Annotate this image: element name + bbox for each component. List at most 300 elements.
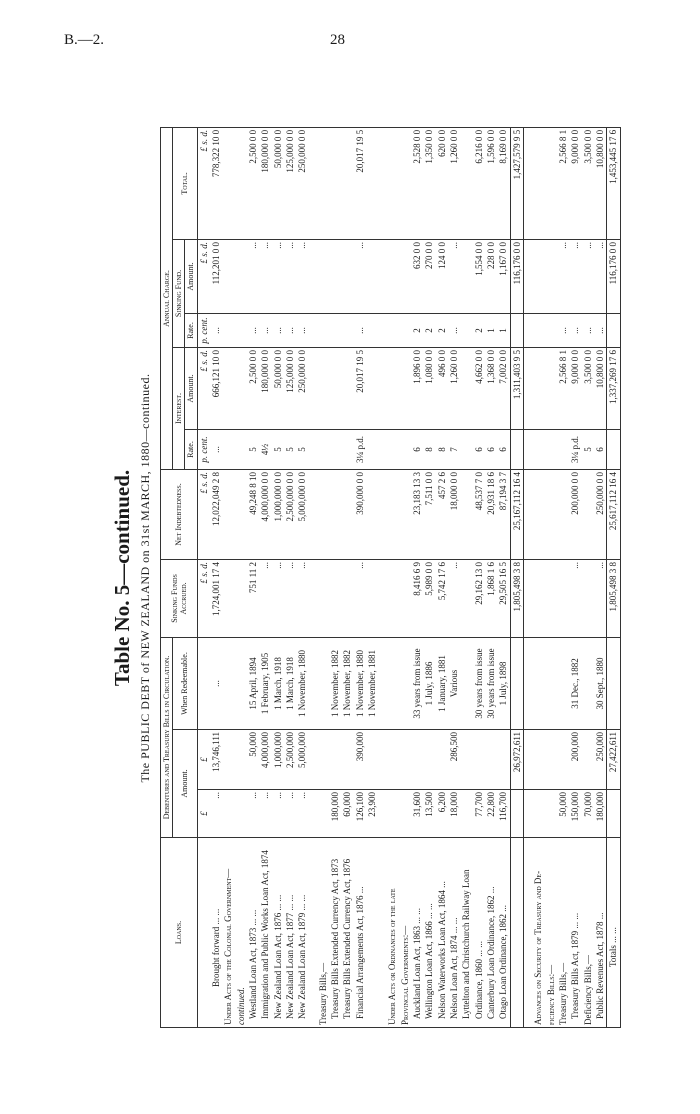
- cell-net: 1,000,000 0 0: [272, 469, 284, 559]
- cell-amt-b: [497, 730, 510, 790]
- header-interest-amount: Amount.: [185, 347, 197, 429]
- cell-sink: ...: [448, 559, 460, 637]
- cell-rate: 3¼ p.d.: [354, 429, 366, 469]
- header-sinking-accrued: Sinking Funds Accrued.: [161, 559, 198, 637]
- cell-sfamt: 270 0 0: [423, 239, 435, 313]
- header-when-redeemable: When Redeemable.: [173, 637, 197, 729]
- cell-when: [607, 637, 620, 729]
- table-row: [423, 127, 435, 1027]
- cell-total: 10,800 0 0: [594, 127, 607, 239]
- cell-loan: Public Revenues Act, 1878 ...: [594, 838, 607, 1028]
- cell-amt-a: 60,000: [341, 790, 353, 838]
- cell-total: 1,596 0 0: [485, 127, 497, 239]
- table-row: [532, 127, 544, 1027]
- cell-rate: [235, 429, 247, 469]
- cell-total: [222, 127, 234, 239]
- cell-sfrate: 2: [436, 313, 448, 347]
- cell-rate: 5: [582, 429, 594, 469]
- cell-loan: Treasury Bills,—: [557, 838, 569, 1028]
- cell-rate: [607, 429, 620, 469]
- table-row: [460, 127, 472, 1027]
- cell-amt-a: 23,900: [366, 790, 378, 838]
- cell-sfrate: ...: [259, 313, 271, 347]
- cell-sink: [545, 559, 557, 637]
- cell-sink: 1,805,498 3 8: [607, 559, 620, 637]
- cell-sfamt: 124 0 0: [436, 239, 448, 313]
- cell-sfrate: 2: [411, 313, 423, 347]
- cell-int: 10,800 0 0: [594, 347, 607, 429]
- cell-when: [235, 637, 247, 729]
- cell-rate: [532, 429, 544, 469]
- cell-rate: 8: [423, 429, 435, 469]
- cell-loan: New Zealand Loan Act, 1876 ... ...: [272, 838, 284, 1028]
- cell-net: [532, 469, 544, 559]
- cell-total: [460, 127, 472, 239]
- table-row: [296, 127, 308, 1027]
- header-total: Total.: [173, 127, 197, 239]
- cell-sfrate: ...: [272, 313, 284, 347]
- cell-rate: 6: [497, 429, 510, 469]
- cell-sink: 1,724,001 17 4: [210, 559, 222, 637]
- cell-sfamt: [460, 239, 472, 313]
- cell-amt-b: 200,000: [569, 730, 581, 790]
- cell-sfrate: [366, 313, 378, 347]
- cell-amt-a: 116,700: [497, 790, 510, 838]
- cell-int: [329, 347, 341, 429]
- cell-loan: Nelson Waterworks Loan Act, 1864 ...: [436, 838, 448, 1028]
- cell-sfrate: 2: [423, 313, 435, 347]
- cell-amt-b: 26,972,611: [510, 730, 523, 790]
- page-code: B.—2.: [64, 32, 105, 48]
- cell-when: 1 March, 1918: [284, 637, 296, 729]
- cell-sfamt: [222, 239, 234, 313]
- header-sinking-fund: Sinking Fund.: [173, 239, 185, 347]
- cell-total: 50,000 0 0: [272, 127, 284, 239]
- cell-total: 1,350 0 0: [423, 127, 435, 239]
- cell-total: 1,427,579 9 5: [510, 127, 523, 239]
- cell-loan: Under Acts or Ordinances of the late: [386, 838, 398, 1028]
- cell-sink: [582, 559, 594, 637]
- cell-amt-a: 31,600: [411, 790, 423, 838]
- cell-sfamt: 116,176 0 0: [510, 239, 523, 313]
- cell-total: 3,500 0 0: [582, 127, 594, 239]
- cell-net: 12,022,049 2 8: [210, 469, 222, 559]
- table-row: [607, 127, 620, 1027]
- cell-total: 180,000 0 0: [259, 127, 271, 239]
- cell-total: [235, 127, 247, 239]
- cell-amt-a: [386, 790, 398, 838]
- cell-total: 250,000 0 0: [296, 127, 308, 239]
- cell-sfrate: ...: [296, 313, 308, 347]
- unit-cell: p. cent.: [197, 313, 210, 347]
- cell-amt-a: [222, 790, 234, 838]
- cell-sink: 29,162 13 0: [473, 559, 485, 637]
- table-row: [436, 127, 448, 1027]
- cell-int: [399, 347, 411, 429]
- cell-net: 2,500,000 0 0: [284, 469, 296, 559]
- table-body: [197, 127, 620, 1027]
- cell-net: 4,000,000 0 0: [259, 469, 271, 559]
- cell-sfrate: [510, 313, 523, 347]
- cell-amt-b: [532, 730, 544, 790]
- cell-sink: ...: [284, 559, 296, 637]
- cell-sfamt: ...: [582, 239, 594, 313]
- cell-net: 7,511 0 0: [423, 469, 435, 559]
- cell-when: ...: [210, 637, 222, 729]
- cell-when: 1 November, 1882: [329, 637, 341, 729]
- cell-rate: [386, 429, 398, 469]
- table-row: [341, 127, 353, 1027]
- cell-net: [329, 469, 341, 559]
- cell-net: 20,931 18 6: [485, 469, 497, 559]
- cell-net: 390,000 0 0: [354, 469, 366, 559]
- unit-cell: £ s. d.: [197, 469, 210, 559]
- cell-int: 1,080 0 0: [423, 347, 435, 429]
- cell-amt-b: [317, 730, 329, 790]
- table-row: [594, 127, 607, 1027]
- cell-sfamt: 1,554 0 0: [473, 239, 485, 313]
- table-row: [284, 127, 296, 1027]
- cell-rate: 6: [485, 429, 497, 469]
- cell-sfamt: [386, 239, 398, 313]
- cell-when: 33 years from issue: [411, 637, 423, 729]
- cell-sfrate: [222, 313, 234, 347]
- unit-cell: £ s. d.: [197, 347, 210, 429]
- cell-amt-a: [460, 790, 472, 838]
- cell-rate: 4½: [259, 429, 271, 469]
- cell-net: 457 2 6: [436, 469, 448, 559]
- unit-cell: £: [197, 730, 210, 790]
- table-subcaption: The PUBLIC DEBT of NEW ZEALAND on 31st MARCH, 1880—continued.: [138, 373, 152, 783]
- cell-sink: 751 11 2: [247, 559, 259, 637]
- cell-loan: Financial Arrangements Act, 1876 ...: [354, 838, 366, 1028]
- cell-amt-b: [485, 730, 497, 790]
- cell-amt-a: 126,100: [354, 790, 366, 838]
- cell-sfamt: ...: [594, 239, 607, 313]
- cell-loan: Treasury Bills Act, 1879 ... ...: [569, 838, 581, 1028]
- cell-rate: [366, 429, 378, 469]
- cell-total: 1,453,445 17 6: [607, 127, 620, 239]
- table-row: [222, 127, 234, 1027]
- header-annual-charge: Annual Charge.: [161, 127, 173, 469]
- page-number: 28: [330, 32, 345, 48]
- cell-sfamt: [341, 239, 353, 313]
- cell-sfamt: [329, 239, 341, 313]
- cell-int: [532, 347, 544, 429]
- cell-rate: 5: [247, 429, 259, 469]
- cell-rate: 5: [272, 429, 284, 469]
- cell-net: [317, 469, 329, 559]
- spacer-row: [378, 127, 386, 1027]
- cell-sfrate: [460, 313, 472, 347]
- cell-sfrate: 1: [497, 313, 510, 347]
- cell-sink: [557, 559, 569, 637]
- cell-rate: [460, 429, 472, 469]
- unit-cell: £ s. d.: [197, 127, 210, 239]
- cell-total: 8,169 0 0: [497, 127, 510, 239]
- cell-amt-a: 22,800: [485, 790, 497, 838]
- cell-sfamt: [399, 239, 411, 313]
- cell-when: 1 January, 1881: [436, 637, 448, 729]
- cell-int: 496 0 0: [436, 347, 448, 429]
- cell-when: [510, 637, 523, 729]
- cell-sfamt: [235, 239, 247, 313]
- cell-amt-b: [386, 730, 398, 790]
- table-row: [582, 127, 594, 1027]
- cell-int: 2,500 0 0: [247, 347, 259, 429]
- cell-amt-a: ...: [272, 790, 284, 838]
- cell-int: 1,311,403 9 5: [510, 347, 523, 429]
- cell-net: 5,000,000 0 0: [296, 469, 308, 559]
- cell-rate: 5: [296, 429, 308, 469]
- cell-sink: [317, 559, 329, 637]
- cell-int: [545, 347, 557, 429]
- cell-amt-b: 5,000,000: [296, 730, 308, 790]
- cell-sfamt: ...: [448, 239, 460, 313]
- cell-amt-b: [399, 730, 411, 790]
- table-row: [569, 127, 581, 1027]
- cell-when: Various: [448, 637, 460, 729]
- unit-cell: £ s. d.: [197, 239, 210, 313]
- cell-loan: New Zealand Loan Act, 1879 ... ...: [296, 838, 308, 1028]
- cell-int: 1,368 0 0: [485, 347, 497, 429]
- cell-net: [235, 469, 247, 559]
- cell-amt-b: [473, 730, 485, 790]
- cell-int: [460, 347, 472, 429]
- cell-when: [222, 637, 234, 729]
- cell-amt-a: [532, 790, 544, 838]
- cell-loan: Canterbury Loan Ordinance, 1862 ...: [485, 838, 497, 1028]
- cell-when: 1 February, 1905: [259, 637, 271, 729]
- cell-when: [557, 637, 569, 729]
- table-row: [399, 127, 411, 1027]
- cell-sfrate: [545, 313, 557, 347]
- cell-amt-b: [235, 730, 247, 790]
- cell-sfamt: 632 0 0: [411, 239, 423, 313]
- cell-amt-b: [222, 730, 234, 790]
- cell-amt-b: [341, 730, 353, 790]
- cell-amt-a: 6,200: [436, 790, 448, 838]
- cell-sfamt: ...: [259, 239, 271, 313]
- cell-int: [386, 347, 398, 429]
- header-debentures: Debentures and Treasury Bills in Circulation.: [161, 637, 173, 837]
- table-row: [485, 127, 497, 1027]
- cell-sfamt: ...: [296, 239, 308, 313]
- cell-int: [222, 347, 234, 429]
- cell-sink: 5,989 0 0: [423, 559, 435, 637]
- cell-sfamt: [317, 239, 329, 313]
- cell-sink: ...: [272, 559, 284, 637]
- cell-rate: [317, 429, 329, 469]
- header-sinking-rate: Rate.: [185, 313, 197, 347]
- cell-amt-b: [366, 730, 378, 790]
- cell-net: [582, 469, 594, 559]
- cell-net: 250,000 0 0: [594, 469, 607, 559]
- cell-total: 620 0 0: [436, 127, 448, 239]
- cell-amt-a: ...: [210, 790, 222, 838]
- cell-sfrate: [329, 313, 341, 347]
- cell-sink: [329, 559, 341, 637]
- cell-loan: continued.: [235, 838, 247, 1028]
- cell-total: 125,000 0 0: [284, 127, 296, 239]
- cell-rate: [222, 429, 234, 469]
- cell-sfamt: [532, 239, 544, 313]
- cell-loan: Otago Loan Ordinance, 1862 ...: [497, 838, 510, 1028]
- cell-amt-b: 4,000,000: [259, 730, 271, 790]
- cell-total: 20,017 19 5: [354, 127, 366, 239]
- cell-when: [460, 637, 472, 729]
- cell-total: [317, 127, 329, 239]
- cell-sink: [222, 559, 234, 637]
- cell-loan: Brought forward ... ...: [210, 838, 222, 1028]
- cell-int: 2,566 8 1: [557, 347, 569, 429]
- cell-amt-b: [460, 730, 472, 790]
- cell-amt-a: 70,000: [582, 790, 594, 838]
- cell-when: 1 November, 1880: [296, 637, 308, 729]
- cell-when: 1 July, 1886: [423, 637, 435, 729]
- cell-net: 18,000 0 0: [448, 469, 460, 559]
- cell-sfamt: 112,201 0 0: [210, 239, 222, 313]
- cell-amt-b: 13,746,111: [210, 730, 222, 790]
- cell-total: [545, 127, 557, 239]
- cell-int: 20,017 19 5: [354, 347, 366, 429]
- cell-rate: [545, 429, 557, 469]
- table-row: [272, 127, 284, 1027]
- cell-int: 3,500 0 0: [582, 347, 594, 429]
- cell-when: [582, 637, 594, 729]
- table-row: [329, 127, 341, 1027]
- cell-sink: [341, 559, 353, 637]
- cell-sfamt: ...: [557, 239, 569, 313]
- cell-amt-b: 27,422,611: [607, 730, 620, 790]
- cell-net: [460, 469, 472, 559]
- cell-amt-a: [607, 790, 620, 838]
- cell-int: 125,000 0 0: [284, 347, 296, 429]
- cell-rate: 6: [594, 429, 607, 469]
- cell-int: 50,000 0 0: [272, 347, 284, 429]
- cell-sfrate: [532, 313, 544, 347]
- cell-sfrate: ...: [247, 313, 259, 347]
- header-interest: Interest.: [173, 347, 185, 469]
- cell-total: [341, 127, 353, 239]
- cell-sfrate: [386, 313, 398, 347]
- cell-amt-b: 286,500: [448, 730, 460, 790]
- cell-amt-a: 18,000: [448, 790, 460, 838]
- spacer-row: [524, 127, 533, 1027]
- cell-sink: [460, 559, 472, 637]
- cell-amt-b: [436, 730, 448, 790]
- cell-rate: 8: [436, 429, 448, 469]
- cell-when: 1 March, 1918: [272, 637, 284, 729]
- table-row: [235, 127, 247, 1027]
- units-row: [197, 127, 210, 1027]
- cell-int: [366, 347, 378, 429]
- header-interest-rate: Rate.: [185, 429, 197, 469]
- cell-sink: 29,505 16 5: [497, 559, 510, 637]
- cell-sfrate: ...: [354, 313, 366, 347]
- cell-amt-a: [399, 790, 411, 838]
- cell-loan: Treasury Bills Extended Currency Act, 1873: [329, 838, 341, 1028]
- cell-loan: Nelson Loan Act, 1874 ... ...: [448, 838, 460, 1028]
- table-row: [354, 127, 366, 1027]
- table-row: [473, 127, 485, 1027]
- table-caption: Table No. 5—continued.: [110, 469, 134, 687]
- cell-int: [317, 347, 329, 429]
- cell-sink: [366, 559, 378, 637]
- cell-sfrate: ...: [210, 313, 222, 347]
- cell-when: [532, 637, 544, 729]
- cell-total: 9,000 0 0: [569, 127, 581, 239]
- cell-amt-b: [329, 730, 341, 790]
- cell-amt-a: ...: [296, 790, 308, 838]
- cell-sink: ...: [259, 559, 271, 637]
- cell-int: 7,002 0 0: [497, 347, 510, 429]
- cell-rate: [510, 429, 523, 469]
- cell-loan: [366, 838, 378, 1028]
- cell-int: 9,000 0 0: [569, 347, 581, 429]
- cell-amt-a: [510, 790, 523, 838]
- cell-sfrate: 2: [473, 313, 485, 347]
- cell-net: 25,167,112 16 4: [510, 469, 523, 559]
- cell-total: [386, 127, 398, 239]
- cell-net: 23,183 13 3: [411, 469, 423, 559]
- cell-total: 1,260 0 0: [448, 127, 460, 239]
- unit-cell: £ s. d.: [197, 559, 210, 637]
- table-row: [317, 127, 329, 1027]
- cell-sink: ...: [354, 559, 366, 637]
- cell-when: 30 years from issue: [485, 637, 497, 729]
- cell-rate: 7: [448, 429, 460, 469]
- table-row: [210, 127, 222, 1027]
- cell-loan: Lyttelton and Christchurch Railway Loan: [460, 838, 472, 1028]
- cell-sfamt: [545, 239, 557, 313]
- cell-amt-b: [557, 730, 569, 790]
- cell-sink: [386, 559, 398, 637]
- cell-when: 1 November, 1882: [341, 637, 353, 729]
- cell-net: [557, 469, 569, 559]
- cell-sink: [399, 559, 411, 637]
- cell-total: 2,528 0 0: [411, 127, 423, 239]
- cell-int: [235, 347, 247, 429]
- cell-sink: 1,868 1 6: [485, 559, 497, 637]
- cell-amt-a: 50,000: [557, 790, 569, 838]
- cell-rate: [557, 429, 569, 469]
- cell-sfrate: [607, 313, 620, 347]
- cell-sfrate: [235, 313, 247, 347]
- cell-rate: ...: [210, 429, 222, 469]
- cell-sfrate: 1: [485, 313, 497, 347]
- cell-sfrate: ...: [594, 313, 607, 347]
- cell-amt-a: 180,000: [329, 790, 341, 838]
- cell-loan: Provincial Governments:—: [399, 838, 411, 1028]
- cell-loan: Totals ... ...: [607, 838, 620, 1028]
- cell-loan: Ordinance, 1860 ... ...: [473, 838, 485, 1028]
- cell-rate: [341, 429, 353, 469]
- cell-total: [532, 127, 544, 239]
- cell-loan: Immigration and Public Works Loan Act, 1874: [259, 838, 271, 1028]
- table-row: [557, 127, 569, 1027]
- cell-amt-a: ...: [247, 790, 259, 838]
- cell-int: 180,000 0 0: [259, 347, 271, 429]
- cell-sfrate: ...: [284, 313, 296, 347]
- cell-total: 2,566 8 1: [557, 127, 569, 239]
- rotated-table-area: [110, 128, 619, 1028]
- cell-amt-a: [545, 790, 557, 838]
- cell-sfamt: ...: [569, 239, 581, 313]
- cell-amt-a: 13,500: [423, 790, 435, 838]
- cell-amt-a: 150,000: [569, 790, 581, 838]
- cell-amt-b: [582, 730, 594, 790]
